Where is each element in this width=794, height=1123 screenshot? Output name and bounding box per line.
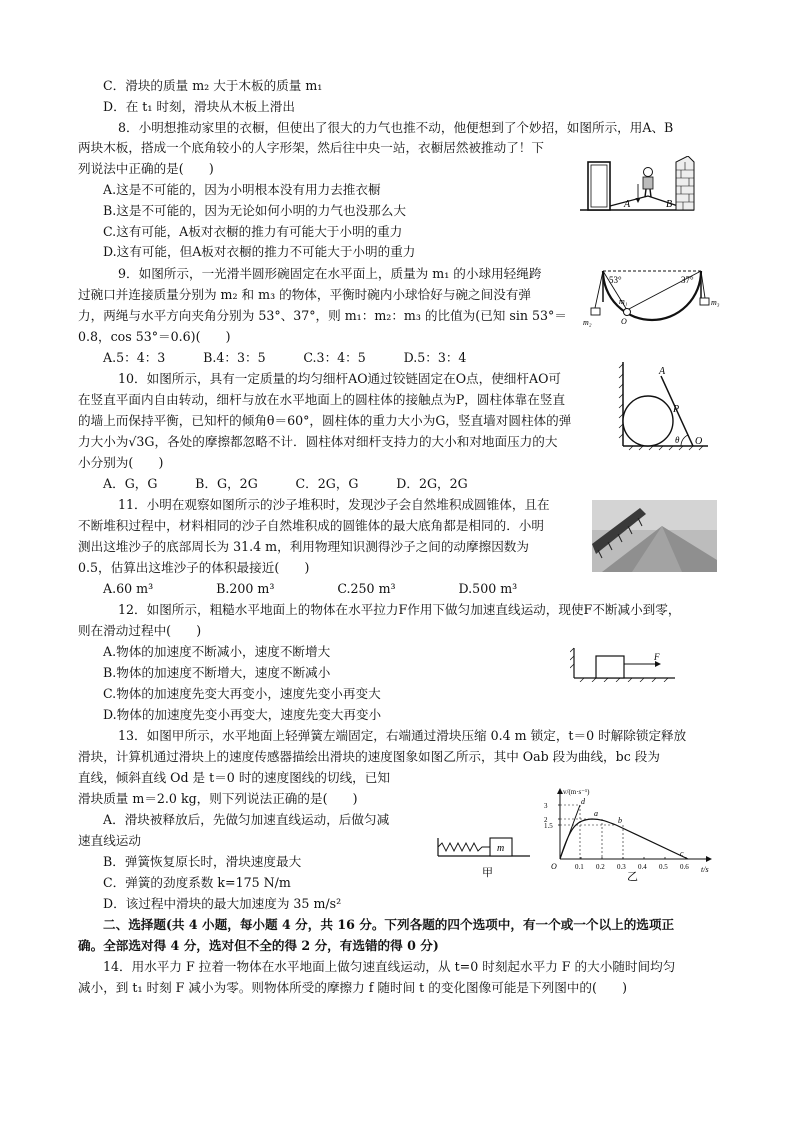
q14-stem-line2: 减小，到 t₁ 时刻 F 减小为零。则物体所受的摩擦力 f 随时间 t 的变化图像可能是下列图中的( ): [78, 980, 627, 995]
point-a: a: [594, 809, 598, 818]
angle-37: 37°: [681, 275, 694, 285]
block-m3: [700, 298, 709, 305]
q13-stem-line1: 13．如图甲所示，水平地面上轻弹簧左端固定，右端通过滑块压缩 0.4 m 锁定，t＝0 时解除锁定释放: [118, 728, 687, 743]
q8-option-b: B.这是不可能的，因为无论如何小明的力气也没那么大: [103, 203, 406, 218]
ball-m1: [624, 309, 631, 316]
q11-options: A.60 m³ B.200 m³ C.250 m³ D.500 m³: [103, 581, 518, 596]
x-tick-label: 0.2: [596, 863, 605, 871]
q13-stem-line2: 滑块，计算机通过滑块上的速度传感器描绘出滑块的速度图象如图乙所示，其中 Oab 段为曲线，bc 段为: [78, 749, 660, 764]
q10-stem-line5: 小分别为( ): [78, 455, 164, 470]
q9-stem-line2: 过碗口并连接质量分别为 m₂ 和 m₃ 的物体，平衡时碗内小球恰好与碗之间没有弹: [78, 287, 531, 302]
q11-stem-line3: 测出这堆沙子的底部周长为 31.4 m，利用物理知识测得沙子之间的动摩擦因数为: [78, 539, 529, 554]
label-a: A: [624, 199, 631, 210]
q13-option-b: B．弹簧恢复原长时，滑块速度最大: [103, 854, 302, 869]
q12-stem-line1: 12．如图所示，粗糙水平地面上的物体在水平拉力F作用下做匀加速直线运动，现使F不断减小到零，: [118, 602, 681, 617]
label-m1: m₁: [619, 297, 628, 306]
q13-option-c: C．弹簧的劲度系数 k=175 N/m: [103, 875, 291, 890]
q13-stem-line4: 滑块质量 m＝2.0 kg，则下列说法正确的是( ): [78, 791, 358, 806]
label-o: O: [695, 436, 703, 447]
q12-stem-line2: 则在滑动过程中( ): [78, 623, 202, 638]
q9-stem-line4: 0.8，cos 53°＝0.6)( ): [78, 329, 231, 344]
q8-option-d: D.这有可能，但A板对衣橱的推力不可能大于小明的重力: [103, 244, 416, 259]
q7-option-d: D．在 t₁ 时刻，滑块从木板上滑出: [103, 99, 295, 114]
q9-options: A.5：4：3 B.4：3：5 C.3：4：5 D.5：3：4: [103, 350, 467, 365]
label-p: P: [673, 404, 680, 415]
label-theta: θ: [675, 435, 680, 445]
q14-stem-line1: 14．用水平力 F 拉着一物体在水平地面上做匀速直线运动，从 t=0 时刻起水平力 F 的大小随时间均匀: [103, 959, 676, 974]
q13-figure-jia: [434, 830, 534, 880]
q10-stem-line2: 在竖直平面内自由转动，细杆与放在水平地面上的圆柱体的接触点为P，圆柱体靠在竖直: [78, 392, 566, 407]
point-b: b: [618, 816, 622, 825]
q8-stem-line1: 8．小明想推动家里的衣橱，但使出了很大的力气也推不动，他便想到了个妙招，如图所示，用A、B: [118, 120, 674, 135]
q12-option-a: A.物体的加速度不断减小，速度不断增大: [103, 644, 331, 659]
label-m3: m₃: [711, 298, 720, 307]
q8-stem-line3: 列说法中正确的是( ): [78, 161, 214, 176]
q10-stem-line3: 的墙上而保持平衡，已知杆的倾角θ＝60°，圆柱体的重力大小为G，竖直墙对圆柱体的弹: [78, 413, 572, 428]
velocity-curve: [560, 819, 688, 859]
person-body: [643, 177, 653, 189]
section2-heading-line2: 确。全部选对得 4 分，选对但不全的得 2 分，有选错的得 0 分): [78, 938, 439, 953]
q12-option-d: D.物体的加速度先变小再变大，速度先变大再变小: [103, 707, 382, 722]
label-o: O: [621, 317, 627, 326]
section2-heading-line1: 二、选择题(共 4 小题，每小题 4 分，共 16 分。下列各题的四个选项中，有一个或一个以上的选项正: [103, 917, 675, 932]
x-tick-label: 0.3: [617, 863, 626, 871]
q12-option-b: B.物体的加速度不断增大，速度不断减小: [103, 665, 331, 680]
q9-stem-line3: 力，两绳与水平方向夹角分别为 53°、37°，则 m₁：m₂：m₃ 的比值为(已知 sin 53°＝: [78, 308, 567, 323]
q9-stem-line1: 9．如图所示，一光滑半圆形碗固定在水平面上，质量为 m₁ 的小球用轻绳跨: [118, 266, 542, 281]
q13-option-a-line1: A．滑块被释放后，先做匀加速直线运动，后做匀减: [103, 812, 390, 827]
y-tick-label: 2: [544, 816, 548, 824]
q8-figure-wardrobe: [578, 156, 696, 216]
caption-yi: 乙: [627, 871, 638, 882]
q10-options: A．G，G B．G，2G C．2G，G D．2G，2G: [103, 476, 468, 491]
block-m2: [591, 308, 600, 315]
y-axis-label: v/(m·s⁻¹): [563, 788, 590, 796]
label-m: m: [497, 843, 505, 854]
q7-option-c: C．滑块的质量 m₂ 大于木板的质量 m₁: [103, 78, 323, 93]
y-tick-label: 1.5: [544, 822, 553, 830]
q10-stem-line1: 10．如图所示，具有一定质量的均匀细杆AO通过铰链固定在O点，使细杆AO可: [118, 371, 562, 386]
angle-53: 53°: [609, 275, 622, 285]
q10-figure-rod-cylinder: [615, 360, 710, 452]
label-m2: m₂: [583, 318, 592, 327]
x-axis-label: t/s: [701, 865, 709, 874]
x-tick-label: 0.1: [575, 863, 584, 871]
q12-figure-block: [570, 642, 680, 682]
q8-stem-line2: 两块木板，搭成一个底角较小的人字形架，然后往中央一站，衣橱居然被推动了！下: [78, 140, 544, 155]
q13-option-d: D．该过程中滑块的最大加速度为 35 m/s²: [103, 896, 342, 911]
q9-figure-bowl: [583, 266, 723, 348]
q8-option-a: A.这是不可能的，因为小明根本没有用力去推衣橱: [103, 182, 381, 197]
q11-stem-line4: 0.5，估算出这堆沙子的体积最接近( ): [78, 560, 310, 575]
caption-jia: 甲: [482, 867, 493, 879]
q12-option-c: C.物体的加速度先变大再变小，速度先变小再变大: [103, 686, 381, 701]
x-tick-label: 0.5: [659, 863, 668, 871]
x-tick-label: 0.6: [680, 863, 689, 871]
block: [596, 656, 624, 678]
label-a: A: [659, 366, 666, 377]
person-head: [644, 168, 653, 177]
q8-option-c: C.这有可能，A板对衣橱的推力有可能大于小明的重力: [103, 224, 403, 239]
q13-stem-line3: 直线，倾斜直线 Od 是 t＝0 时的速度图线的切线，已知: [78, 770, 390, 785]
x-tick-label: 0.4: [638, 863, 647, 871]
q11-stem-line2: 不断堆积过程中，材料相同的沙子自然堆积成的圆锥体的最大底角都是相同的．小明: [78, 518, 544, 533]
label-b: B: [666, 199, 673, 210]
origin-label: O: [551, 862, 557, 871]
spring: [438, 843, 490, 851]
board-b: [648, 196, 678, 206]
point-c: c: [680, 849, 684, 858]
q11-sand-pile-photo: [592, 500, 717, 572]
q11-stem-line1: 11．小明在观察如图所示的沙子堆积时，发现沙子会自然堆积成圆锥体，且在: [118, 497, 550, 512]
point-d: d: [581, 797, 585, 806]
q13-option-a-line2: 速直线运动: [78, 833, 141, 848]
label-f: F: [654, 652, 660, 662]
q10-stem-line4: 力大小为√3G，各处的摩擦都忽略不计．圆柱体对细杆支持力的大小和对地面压力的大: [78, 434, 558, 449]
cylinder: [623, 396, 673, 446]
y-tick-label: 3: [544, 802, 548, 810]
q13-figure-yi-vt-graph: [540, 782, 720, 882]
